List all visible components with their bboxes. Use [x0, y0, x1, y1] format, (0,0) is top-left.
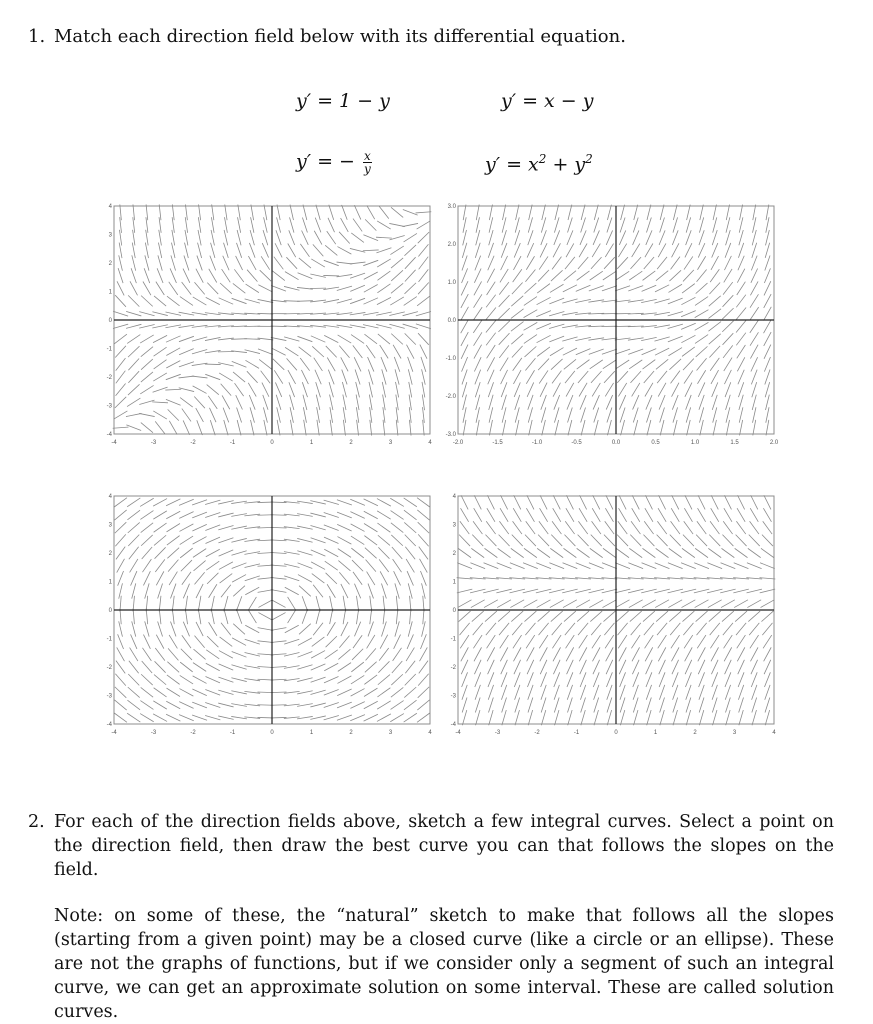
- x-tick-label: 1.0: [690, 440, 700, 446]
- y-tick-label: -2.0: [445, 394, 456, 400]
- direction-field-svg: [445, 200, 779, 446]
- equation-3: [296, 150, 372, 175]
- question-2-number: 2.: [28, 812, 45, 832]
- y-tick-label: 0.0: [447, 318, 456, 324]
- direction-field-svg: [448, 490, 778, 736]
- x-tick-label: 4: [772, 730, 776, 736]
- x-tick-label: -4: [111, 440, 117, 446]
- slope-segment: [271, 717, 287, 718]
- y-tick-label: 3.0: [447, 204, 456, 210]
- question-2-text: For each of the direction fields above, sketch a few integral curves. Select a point on the direction field, then draw the best curve you can that follows the slopes on the field.: [54, 812, 834, 880]
- equation-1: y′ = 1 − y: [296, 90, 390, 112]
- y-tick-label: -1: [106, 346, 112, 353]
- y-tick-label: 1: [108, 579, 112, 586]
- y-tick-label: 1: [108, 289, 112, 296]
- x-tick-label: -2.0: [452, 440, 464, 446]
- y-tick-label: 3: [108, 522, 112, 529]
- slope-segment: [271, 705, 287, 706]
- y-tick-label: -2: [106, 375, 112, 381]
- slope-segment: [271, 515, 287, 516]
- y-tick-label: -3: [106, 693, 112, 700]
- x-tick-label: 1: [309, 730, 314, 736]
- x-tick-label: 1.5: [730, 440, 739, 446]
- y-tick-label: -1.0: [445, 356, 456, 362]
- y-tick-label: 4: [108, 204, 112, 210]
- y-tick-label: -4: [106, 432, 112, 438]
- y-tick-label: -1: [450, 636, 456, 643]
- y-tick-label: 0: [452, 608, 456, 614]
- slope-segment: [271, 502, 287, 503]
- x-tick-label: 2: [693, 730, 697, 736]
- y-tick-label: 4: [452, 494, 456, 500]
- equation-3-prefix: y′ = −: [296, 150, 355, 173]
- x-tick-label: -2: [190, 440, 196, 446]
- x-tick-label: -2: [534, 730, 540, 736]
- x-tick-label: 1: [309, 440, 314, 446]
- question-2: [28, 810, 834, 1024]
- x-tick-label: -3: [150, 730, 157, 736]
- equation-4-sup-b: 2: [585, 152, 593, 166]
- y-tick-label: 3: [452, 522, 456, 529]
- question-1-number: 1.: [28, 26, 46, 47]
- x-tick-label: 0.0: [611, 440, 621, 446]
- x-tick-label: 0: [614, 730, 618, 736]
- x-tick-label: 0: [270, 440, 274, 446]
- x-tick-label: 0.5: [651, 440, 660, 446]
- x-tick-label: -3: [494, 730, 501, 736]
- x-tick-label: 2: [349, 730, 353, 736]
- x-tick-label: 1: [653, 730, 658, 736]
- y-tick-label: 2.0: [447, 242, 456, 248]
- y-tick-label: -2: [450, 665, 456, 671]
- y-tick-label: -3: [106, 403, 112, 410]
- x-tick-label: -1: [229, 440, 236, 446]
- x-tick-label: 2.0: [769, 440, 779, 446]
- y-tick-label: 2: [108, 551, 112, 557]
- y-tick-label: 4: [108, 494, 112, 500]
- x-tick-label: 4: [428, 440, 432, 446]
- equation-4-sup-a: 2: [538, 152, 547, 166]
- y-tick-label: -4: [106, 722, 112, 728]
- question-1: [28, 26, 626, 47]
- x-tick-label: 3: [732, 730, 737, 736]
- x-tick-label: 2: [349, 440, 353, 446]
- x-tick-label: -0.5: [571, 440, 582, 446]
- x-tick-label: -2: [190, 730, 196, 736]
- x-tick-label: -4: [455, 730, 461, 736]
- direction-field-svg: [104, 200, 434, 446]
- y-tick-label: -3: [450, 693, 456, 700]
- x-tick-label: 0: [270, 730, 274, 736]
- y-tick-label: 2: [452, 551, 456, 557]
- x-tick-label: 3: [388, 440, 393, 446]
- direction-field-top-left: [104, 200, 434, 446]
- question-1-text: Match each direction field below with its differential equation.: [54, 26, 626, 47]
- y-tick-label: 3: [108, 232, 112, 239]
- question-2-note: Note: on some of these, the “natural” sketch to make that follows all the slopes (starting from a given point) may be a closed curve (like a circle or an ellipse). These are not the graphs of functions, but if we consider only a segment of such an integral curve, we can get an approximate solution on some interval. These are called solution curves.: [54, 906, 834, 1022]
- x-tick-label: 3: [388, 730, 393, 736]
- x-tick-label: 4: [428, 730, 432, 736]
- direction-field-bottom-left: [104, 490, 434, 736]
- y-tick-label: 0: [108, 608, 112, 614]
- x-tick-label: -1: [229, 730, 236, 736]
- equation-3-numerator: x: [364, 149, 371, 163]
- x-tick-label: -1.0: [531, 440, 543, 446]
- x-tick-label: -1: [573, 730, 580, 736]
- equation-4: [485, 152, 593, 175]
- y-tick-label: 1: [452, 579, 456, 586]
- y-tick-label: -1: [106, 636, 112, 643]
- y-tick-label: -3.0: [445, 432, 456, 438]
- equation-2: y′ = x − y: [501, 90, 594, 112]
- x-tick-label: -1.5: [492, 440, 503, 446]
- y-tick-label: 0: [108, 318, 112, 324]
- y-tick-label: -2: [106, 665, 112, 671]
- direction-field-svg: [104, 490, 434, 736]
- direction-field-bottom-right: [448, 490, 778, 736]
- direction-field-top-right: [445, 200, 779, 446]
- y-tick-label: 2: [108, 261, 112, 267]
- x-tick-label: -4: [111, 730, 117, 736]
- y-tick-label: 1.0: [447, 280, 456, 286]
- y-tick-label: -4: [450, 722, 456, 728]
- x-tick-label: -3: [150, 440, 157, 446]
- equation-4-part-b: + y: [546, 153, 586, 176]
- equation-4-part-a: y′ = x: [485, 153, 539, 176]
- equation-3-denominator: y: [364, 162, 371, 176]
